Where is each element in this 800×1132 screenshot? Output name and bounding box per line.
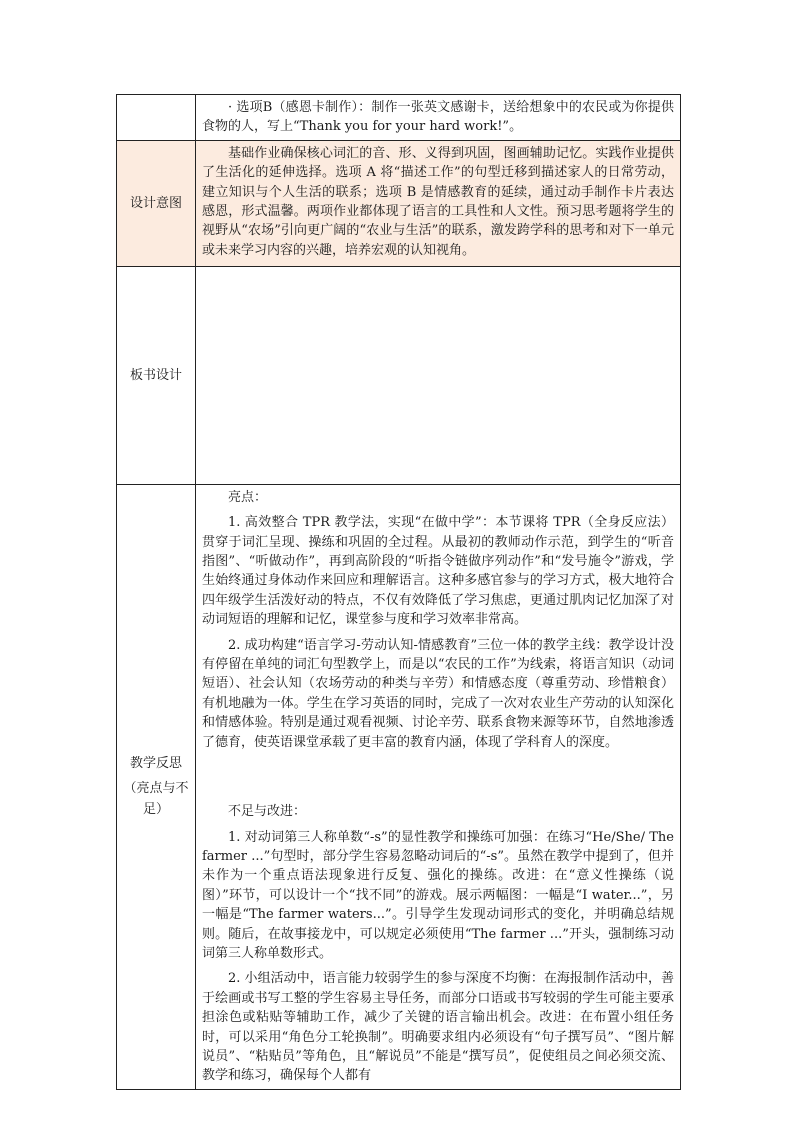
design-intent-label-cell [117, 140, 196, 266]
board-design-row [117, 266, 681, 484]
highlight-1: 1. 高效整合 TPR 教学法，实现“在做中学”：本节课将 TPR（全身反应法）贯穿于词汇呈现、操练和巩固的全过程。从最初的教师动作示范，到学生的“听音指图”、“听做动作”，再到高阶段的“听指令链做序列动作”和“发号施令”游戏，学生始终通过身体动作来回应和理解语言。这种多感官参与的学习方式，极大地符合四年级学生活泼好动的特点，不仅有效降低了学习焦虑，更通过肌肉记忆加深了对动词短语的理解和记忆，课堂参与度和学习效率非常高。 [202, 515, 674, 628]
shortcoming-2: 2. 小组活动中，语言能力较弱学生的参与深度不均衡：在海报制作活动中，善于绘画或书写工整的学生容易主导任务，而部分口语或书写较弱的学生可能主要承担涂色或粘贴等辅助工作，减少了关键的语言输出机会。改进：在布置小组任务时，可以采用“角色分工轮换制”。明确要求组内必须设有“句子撰写员”、“图片解说员”、“粘贴员”等角色，且“解说员”不能是“撰写员”，促使组员之间必须交流、教学和练习，确保每个人都有 [202, 971, 674, 1084]
option-b-label-cell [117, 95, 196, 141]
highlight-2: 2. 成功构建“语言学习-劳动认知-情感教育”三位一体的教学主线：教学设计没有停留在单纯的词汇句型教学上，而是以“农民的工作”为线索，将语言知识（动词短语）、社会认知（农场劳动的种类与辛劳）和情感态度（尊重劳动、珍惜粮食）有机地融为一体。学生在学习英语的同时，完成了一次对农业生产劳动的认知深化和情感体验。特别是通过观看视频、讨论辛劳、联系食物来源等环节，自然地渗透了德育，使英语课堂承载了更丰富的教育内涵，体现了学科育人的深度。 [202, 637, 674, 750]
reflection-content-cell [196, 484, 681, 1089]
design-intent-row [117, 140, 681, 266]
board-design-content-cell [196, 266, 681, 484]
shortcoming-1: 1. 对动词第三人称单数“-s”的显性教学和操练可加强：在练习“He/She/ The farmer ...”句型时，部分学生容易忽略动词后的“-s”。虽然在教学中提到了，但并未作为一个重点语法现象进行反复、强化的操练。改进：在“意义性操练（说图）”环节，可以设计一个“找不同”的游戏。展示两幅图：一幅是“I water...”，另一幅是“The farmer waters...”。引导学生发现动词形式的变化，并明确总结规则。随后，在故事接龙中，可以规定必须使用“The farmer ...”开头，强制练习动词第三人称单数形式。 [202, 829, 674, 961]
board-design-label-cell [117, 266, 196, 484]
option-b-content-cell [196, 95, 681, 141]
board-design-label: 板书设计 [129, 367, 182, 383]
reflection-label-note: （亮点与不足） [123, 781, 189, 818]
lesson-plan-table [116, 94, 681, 1090]
highlights-title: 亮点： [228, 489, 268, 505]
option-b-text: · 选项B（感恩卡制作）：制作一张英文感谢卡，送给想象中的农民或为你提供食物的人，写上“Thank you for your hard work!”。 [202, 100, 674, 135]
shortcomings-title: 不足与改进： [228, 804, 307, 820]
design-intent-content-cell [196, 140, 681, 266]
reflection-row [117, 484, 681, 1089]
option-b-row [117, 95, 681, 141]
reflection-label-cell [117, 484, 196, 1089]
design-intent-label: 设计意图 [129, 195, 182, 211]
design-intent-text: 基础作业确保核心词汇的音、形、义得到巩固，图画辅助记忆。实践作业提供了生活化的延伸选择。选项 A 将“描述工作”的句型迁移到描述家人的日常劳动，建立知识与个人生活的联系；选项 B 是情感教育的延续，通过动手制作卡片表达感恩，形式温馨。两项作业都体现了语言的工具性和人文性。预习思考题将学生的视野从“农场”引向更广阔的“农业与生活”的联系，激发跨学科的思考和对下一单元或未来学习内容的兴趣，培养宏观的认知视角。 [202, 145, 674, 258]
reflection-label: 教学反思 [129, 756, 182, 772]
